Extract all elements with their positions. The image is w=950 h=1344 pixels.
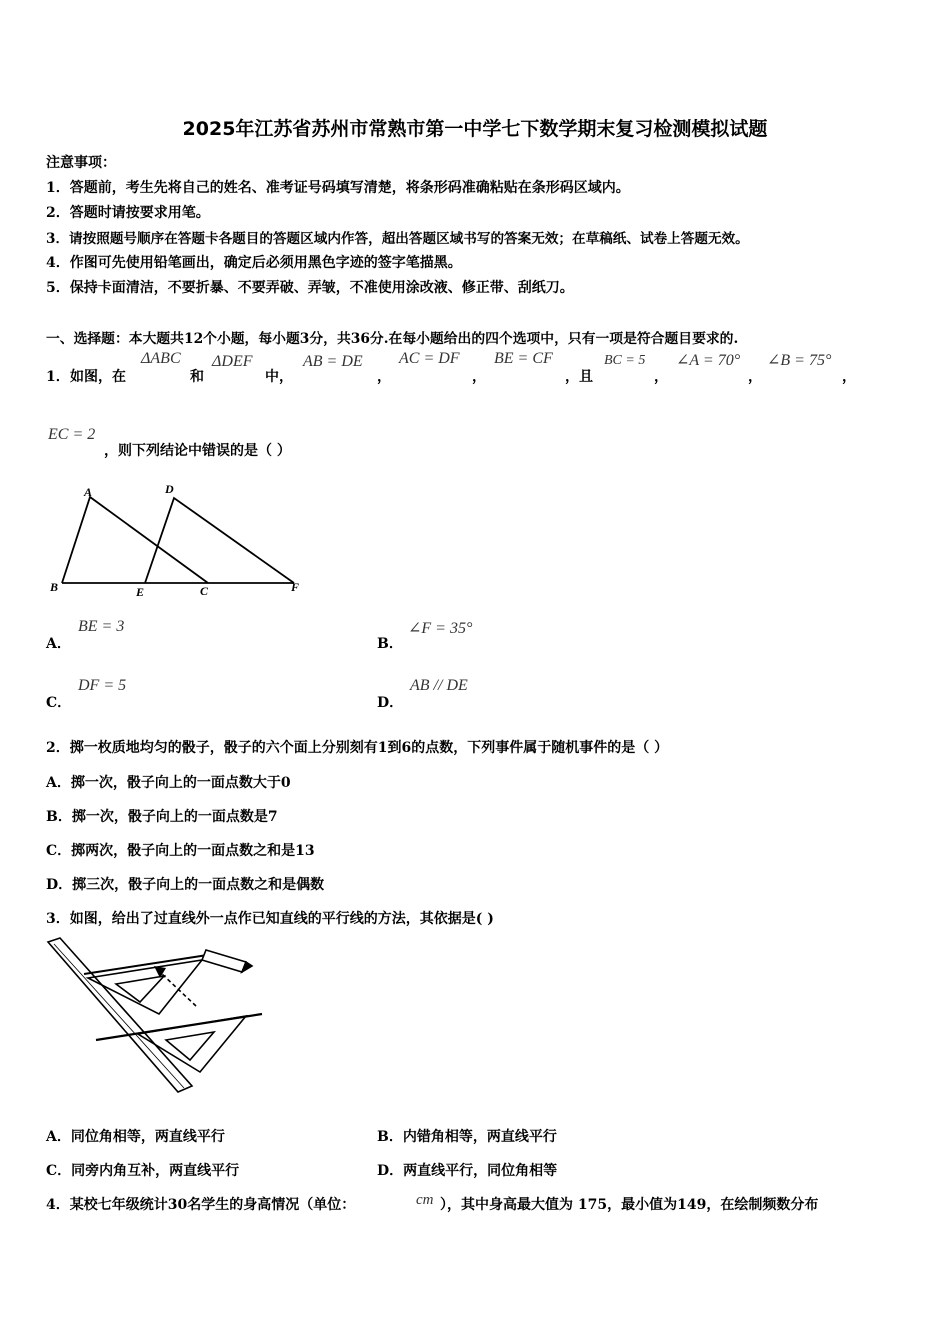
q1-text: 中， — [265, 369, 293, 385]
q1-text: ， — [654, 369, 668, 385]
q1-text: ，则下列结论中错误的是（ ） — [104, 443, 291, 459]
q1-text: ，且 — [565, 369, 593, 385]
q1-text: ， — [748, 369, 762, 385]
option-math: ∠F = 35° — [408, 620, 473, 637]
q1-text: ， — [472, 369, 486, 385]
figure-label: A — [84, 485, 93, 499]
option-label: A． — [46, 636, 71, 652]
q1-triangle-figure — [48, 480, 308, 600]
q3-option: A．同位角相等，两直线平行 — [46, 1129, 225, 1145]
figure-label: D — [165, 482, 174, 496]
q1-text: 和 — [190, 369, 204, 385]
q2-option: D．掷三次，骰子向上的一面点数之和是偶数 — [46, 877, 325, 893]
q1-text: 如图，在 — [70, 369, 126, 385]
option-label: C． — [46, 695, 72, 711]
notice-item: 2．答题时请按要求用笔。 — [46, 205, 210, 221]
option-label: B． — [377, 636, 403, 652]
q3-ruler-triangle-figure — [46, 936, 266, 1098]
option-label: D． — [377, 695, 404, 711]
notice-item: 3．请按照题号顺序在答题卡各题目的答题区域内作答，超出答题区域书写的答案无效；在草稿纸、试卷上答题无效。 — [46, 231, 749, 247]
option-math: AB // DE — [410, 677, 468, 694]
q2-option: C．掷两次，骰子向上的一面点数之和是13 — [46, 843, 315, 859]
notice-item: 1．答题前，考生先将自己的姓名、准考证号码填写清楚，将条形码准确粘贴在条形码区域内。 — [46, 180, 630, 196]
q4-unit: cm — [416, 1192, 434, 1208]
q1-math: ∠B = 75° — [767, 352, 832, 369]
q2-stem: 2．掷一枚质地均匀的骰子，骰子的六个面上分别刻有1到6的点数，下列事件属于随机事件的是（ ） — [46, 740, 669, 756]
q1-math: BC = 5 — [604, 353, 646, 368]
page-title: 2025年江苏省苏州市常熟市第一中学七下数学期末复习检测模拟试题 — [182, 118, 768, 140]
option-math: DF = 5 — [78, 677, 127, 694]
q2-option: B．掷一次，骰子向上的一面点数是7 — [46, 809, 278, 825]
figure-label: C — [200, 584, 209, 598]
figure-label: F — [291, 580, 300, 594]
figure-label: B — [50, 580, 59, 594]
q1-math: ΔABC — [141, 350, 181, 367]
q3-option: B．内错角相等，两直线平行 — [377, 1129, 557, 1145]
q1-text: ， — [377, 369, 391, 385]
q3-option: C．同旁内角互补，两直线平行 — [46, 1163, 240, 1179]
q3-stem: 3．如图，给出了过直线外一点作已知直线的平行线的方法，其依据是( ) — [46, 911, 494, 927]
figure-label: E — [136, 585, 145, 599]
notice-item: 4．作图可先使用铅笔画出，确定后必须用黑色字迹的签字笔描黑。 — [46, 255, 462, 271]
notice-heading: 注意事项： — [46, 155, 116, 171]
q1-math: BE = CF — [494, 350, 553, 367]
q1-text: ， — [842, 369, 856, 385]
option-math: BE = 3 — [78, 618, 125, 635]
q1-math: AB = DE — [303, 353, 363, 370]
q4-text: ），其中身高最大值为 175，最小值为149，在绘制频数分布 — [440, 1197, 819, 1213]
section-heading: 一、选择题：本大题共12个小题，每小题3分，共36分.在每小题给出的四个选项中，只有一项是符合题目要求的. — [46, 331, 739, 347]
q4-text: 4．某校七年级统计30名学生的身高情况（单位： — [46, 1197, 356, 1213]
q1-math: EC = 2 — [48, 426, 96, 443]
q2-option: A．掷一次，骰子向上的一面点数大于0 — [46, 775, 291, 791]
q3-option: D．两直线平行，同位角相等 — [377, 1163, 558, 1179]
notice-item: 5．保持卡面清洁，不要折暴、不要弄破、弄皱，不准使用涂改液、修正带、刮纸刀。 — [46, 280, 574, 296]
q1-math: AC = DF — [399, 350, 460, 367]
q1-math: ΔDEF — [212, 353, 253, 370]
q1-math: ∠A = 70° — [676, 352, 741, 369]
q1-number: 1． — [46, 369, 70, 385]
